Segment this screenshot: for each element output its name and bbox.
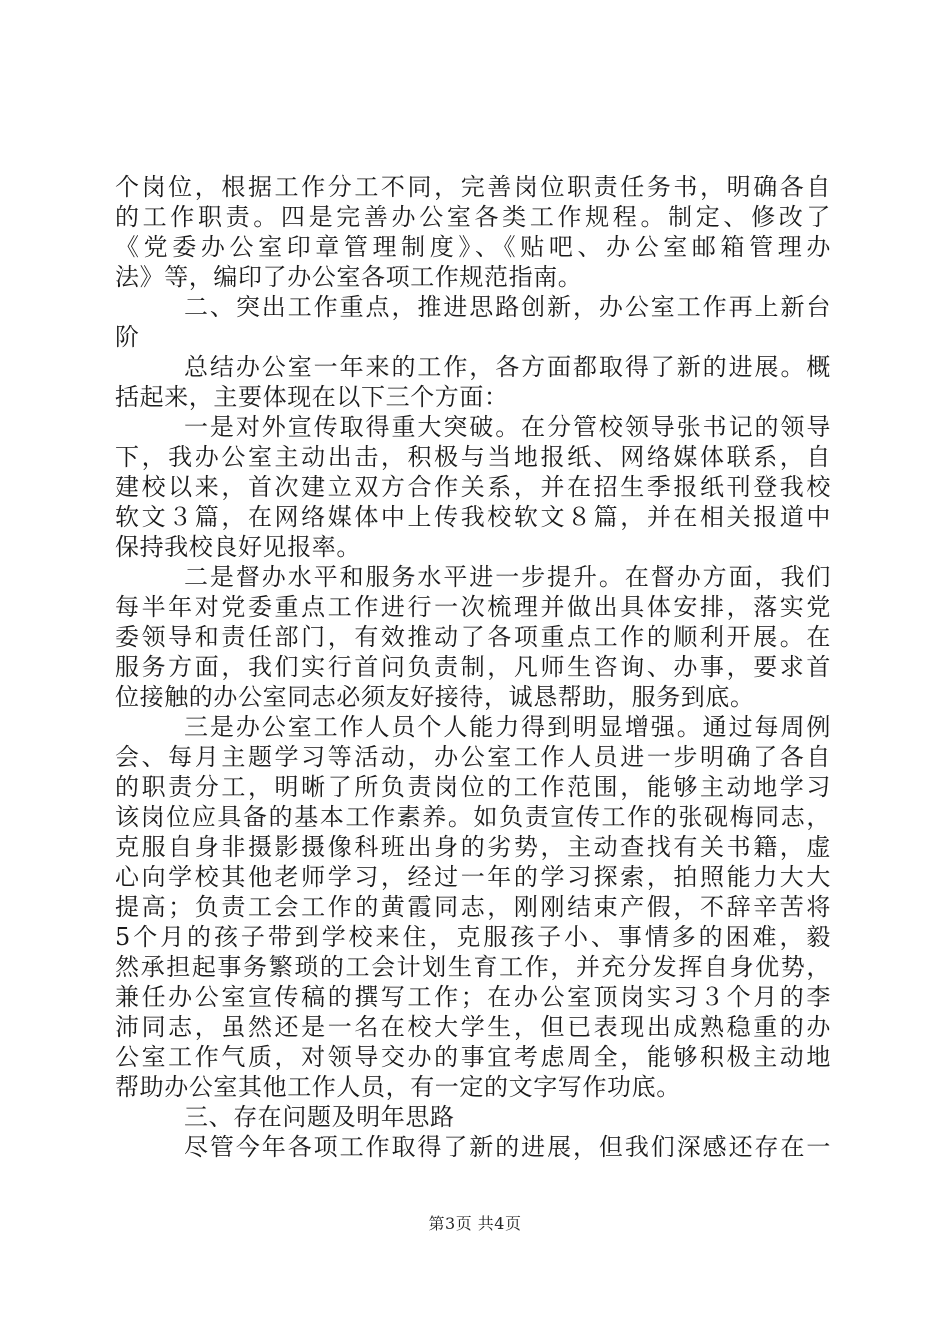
text-line: 心向学校其他老师学习，经过一年的学习探索，拍照能力大大 — [115, 863, 831, 891]
text-line: 总结办公室一年来的工作，各方面都取得了新的进展。概 — [184, 353, 831, 381]
text-line: 位接触的办公室同志必须友好接待，诚恳帮助，服务到底。 — [115, 683, 755, 711]
text-line: 括起来，主要体现在以下三个方面： — [115, 383, 509, 411]
text-line: 然承担起事务繁琐的工会计划生育工作，并充分发挥自身优势， — [115, 953, 831, 981]
text-line: 个岗位，根据工作分工不同，完善岗位职责任务书，明确各自 — [115, 173, 831, 201]
text-line: 二、突出工作重点，推进思路创新，办公室工作再上新台 — [184, 293, 831, 321]
text-line: 尽管今年各项工作取得了新的进展，但我们深感还存在一 — [184, 1133, 831, 1161]
text-line: 会、每月主题学习等活动，办公室工作人员进一步明确了各自 — [115, 743, 831, 771]
text-line: 三、存在问题及明年思路 — [184, 1103, 455, 1131]
text-line: 《党委办公室印章管理制度》、《贴吧、办公室邮箱管理办 — [115, 233, 831, 261]
text-line: 软文３篇，在网络媒体中上传我校软文８篇，并在相关报道中 — [115, 503, 831, 531]
text-line: 保持我校良好见报率。 — [115, 533, 361, 561]
text-line: 阶 — [115, 323, 140, 351]
text-line: 下，我办公室主动出击，积极与当地报纸、网络媒体联系，自 — [115, 443, 831, 471]
text-line: 三是办公室工作人员个人能力得到明显增强。通过每周例 — [184, 713, 831, 741]
text-line: 委领导和责任部门，有效推动了各项重点工作的顺利开展。在 — [115, 623, 831, 651]
text-line: 克服自身非摄影摄像科班出身的劣势，主动查找有关书籍，虚 — [115, 833, 831, 861]
text-line: 帮助办公室其他工作人员，有一定的文字写作功底。 — [115, 1073, 681, 1101]
text-line: 兼任办公室宣传稿的撰写工作；在办公室顶岗实习３个月的李 — [115, 983, 831, 1011]
text-line: 一是对外宣传取得重大突破。在分管校领导张书记的领导 — [184, 413, 831, 441]
text-line: 法》等，编印了办公室各项工作规范指南。 — [115, 263, 583, 291]
text-line: 该岗位应具备的基本工作素养。如负责宣传工作的张砚梅同志， — [115, 803, 831, 831]
text-line: 服务方面，我们实行首问负责制，凡师生咨询、办事，要求首 — [115, 653, 831, 681]
page-footer: 第3页 共4页 — [428, 1214, 522, 1233]
text-line: 公室工作气质，对领导交办的事宜考虑周全，能够积极主动地 — [115, 1043, 831, 1071]
text-line: 5个月的孩子带到学校来住，克服孩子小、事情多的困难，毅 — [115, 923, 831, 951]
text-line: 每半年对党委重点工作进行一次梳理并做出具体安排，落实党 — [115, 593, 831, 621]
text-line: 建校以来，首次建立双方合作关系，并在招生季报纸刊登我校 — [115, 473, 831, 501]
text-line: 的职责分工，明晰了所负责岗位的工作范围，能够主动地学习 — [115, 773, 831, 801]
text-line: 的工作职责。四是完善办公室各类工作规程。制定、修改了 — [115, 203, 831, 231]
text-line: 二是督办水平和服务水平进一步提升。在督办方面，我们 — [184, 563, 831, 591]
text-line: 提高；负责工会工作的黄霞同志，刚刚结束产假，不辞辛苦将 — [115, 893, 831, 921]
text-line: 沛同志，虽然还是一名在校大学生，但已表现出成熟稳重的办 — [115, 1013, 831, 1041]
body-text — [115, 172, 831, 1162]
